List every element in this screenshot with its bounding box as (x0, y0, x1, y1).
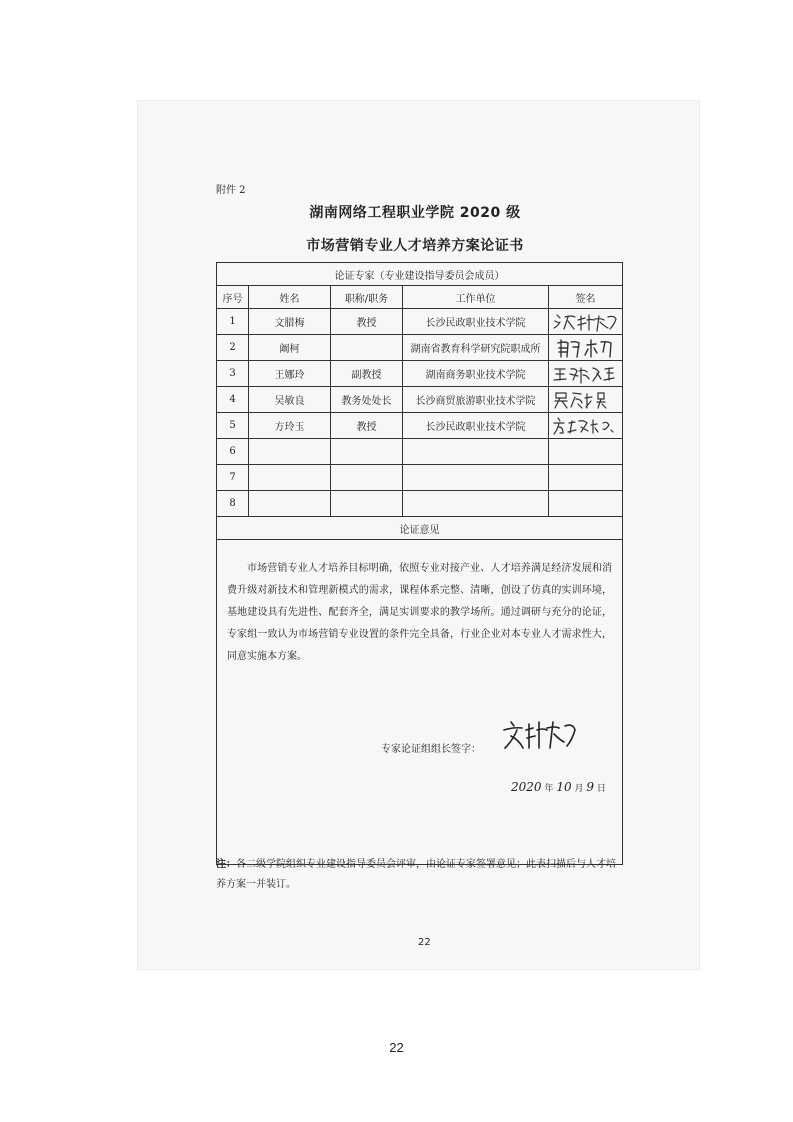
footnote (216, 855, 622, 895)
expert-name: 吴敏良 (249, 387, 331, 413)
column-header-unit: 工作单位 (403, 286, 549, 309)
table-row (217, 413, 623, 439)
expert-no: 2 (217, 335, 249, 361)
expert-no: 5 (217, 413, 249, 439)
handwritten-signature (551, 415, 623, 437)
expert-name: 阚柯 (249, 335, 331, 361)
column-header-no: 序号 (217, 286, 249, 309)
expert-unit: 长沙商贸旅游职业技术学院 (403, 387, 549, 413)
date-year: 2020 (511, 780, 542, 794)
page-number: 22 (389, 1040, 404, 1055)
date-day: 9 (586, 780, 594, 794)
expert-unit (403, 491, 549, 517)
date-year-unit: 年 (544, 784, 554, 794)
expert-title: 教授 (331, 413, 403, 439)
expert-name: 文腊梅 (249, 309, 331, 335)
handwritten-signature (501, 716, 581, 756)
experts-section-header: 论证专家（专业建设指导委员会成员） (217, 263, 623, 286)
leader-signature (501, 716, 581, 756)
expert-title (331, 335, 403, 361)
expert-signature (549, 361, 623, 387)
expert-unit: 湖南商务职业技术学院 (403, 361, 549, 387)
certification-table (216, 262, 623, 865)
expert-name: 王娜玲 (249, 361, 331, 387)
expert-name: 方玲玉 (249, 413, 331, 439)
column-header-title: 职称/职务 (331, 286, 403, 309)
table-row (217, 491, 623, 517)
column-header-name: 姓名 (249, 286, 331, 309)
note-text: 各二级学院组织专业建设指导委员会评审，由论证专家签署意见；此表扫描后与人才培养方案一并装订。 (216, 859, 616, 890)
date-month: 10 (556, 780, 572, 794)
table-row (217, 465, 623, 491)
leader-signature-label: 专家论证组组长签字： (381, 744, 481, 755)
expert-name (249, 465, 331, 491)
expert-signature (549, 491, 623, 517)
handwritten-signature (551, 311, 623, 333)
expert-title: 副教授 (331, 361, 403, 387)
table-row (217, 387, 623, 413)
table-row (217, 335, 623, 361)
scanned-page-number: 22 (418, 937, 431, 948)
table-row (217, 309, 623, 335)
opinion-cell (217, 540, 623, 865)
expert-unit: 长沙民政职业技术学院 (403, 413, 549, 439)
expert-unit (403, 439, 549, 465)
opinion-text: 市场营销专业人才培养目标明确，依照专业对接产业、人才培养满足经济发展和消费升级对新技术和管理新模式的需求，课程体系完整、清晰，创设了仿真的实训环境，基地建设具有先进性、配套齐全，满足实训要求的教学场所。通过调研与充分的论证，专家组一致认为市场营销专业设置的条件完全具备，行业企业对本专业人才需求性大，同意实施本方案。 (227, 563, 612, 662)
expert-title: 教授 (331, 309, 403, 335)
expert-no: 6 (217, 439, 249, 465)
table-row (217, 361, 623, 387)
expert-unit: 湖南省教育科学研究院职成所 (403, 335, 549, 361)
opinion-section-header: 论证意见 (217, 517, 623, 540)
date-month-unit: 月 (574, 784, 584, 794)
expert-unit: 长沙民政职业技术学院 (403, 309, 549, 335)
note-label: 注： (216, 859, 236, 870)
expert-no: 3 (217, 361, 249, 387)
handwritten-signature (551, 363, 623, 385)
attachment-label: 附件 2 (216, 185, 246, 196)
expert-signature (549, 439, 623, 465)
handwritten-signature (551, 337, 623, 359)
expert-title (331, 491, 403, 517)
expert-signature (549, 413, 623, 439)
expert-title (331, 439, 403, 465)
document-subtitle: 市场营销专业人才培养方案论证书 (306, 238, 524, 254)
expert-title: 教务处处长 (331, 387, 403, 413)
handwritten-signature (551, 389, 623, 411)
signing-date (511, 780, 606, 794)
date-day-unit: 日 (596, 784, 606, 794)
expert-unit (403, 465, 549, 491)
expert-signature (549, 335, 623, 361)
expert-name (249, 491, 331, 517)
expert-signature (549, 465, 623, 491)
expert-no: 1 (217, 309, 249, 335)
expert-title (331, 465, 403, 491)
table-row (217, 439, 623, 465)
document-title: 湖南网络工程职业学院 2020 级 (309, 205, 521, 221)
expert-signature (549, 387, 623, 413)
expert-name (249, 439, 331, 465)
expert-no: 7 (217, 465, 249, 491)
expert-no: 8 (217, 491, 249, 517)
expert-no: 4 (217, 387, 249, 413)
expert-signature (549, 309, 623, 335)
column-header-signature: 签名 (549, 286, 623, 309)
